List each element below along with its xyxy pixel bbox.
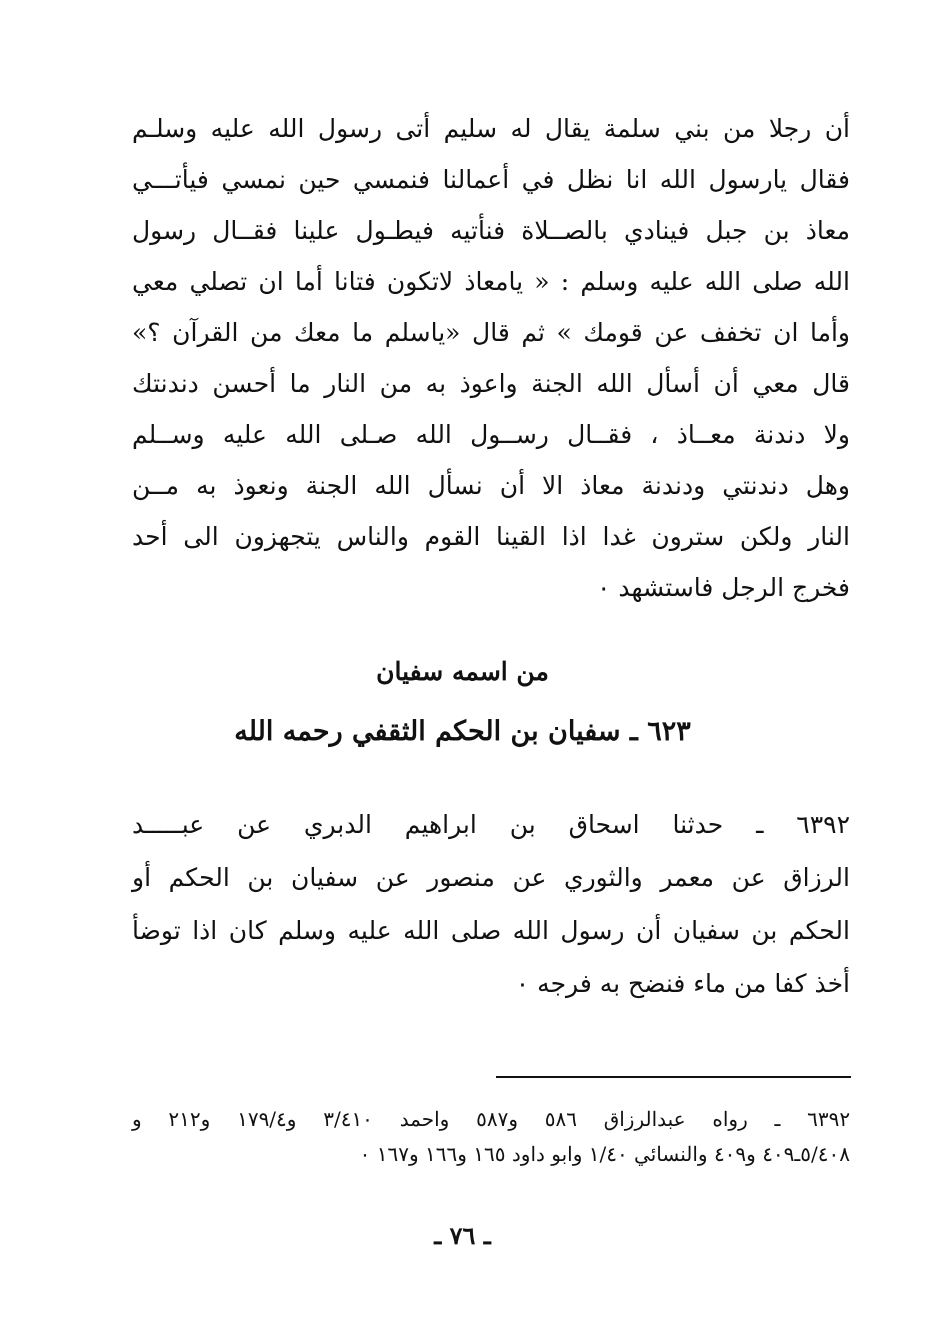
footnote-divider xyxy=(496,1076,851,1078)
page-number: ـ ٧٦ ـ xyxy=(434,1221,491,1250)
text-line: النار ولكن سترون غدا اذا القينا القوم والناس يتجهزون الى أحد xyxy=(132,522,850,551)
text-line: الحكم بن سفيان أن رسول الله صلى الله عليه وسلم كان اذا توضأ xyxy=(132,916,850,945)
section-heading: من اسمه سفيان xyxy=(376,657,549,686)
text-line: فخرج الرجل فاستشهد ٠ xyxy=(596,573,850,602)
footnote xyxy=(132,1102,850,1172)
text-line: ٦٣٩٢ ـ حدثنا اسحاق بن ابراهيم الدبري عن عبـــــد xyxy=(132,810,850,839)
text-line: وهل دندنتي ودندنة معاذ الا أن نسأل الله الجنة ونعوذ به مــن xyxy=(132,471,850,500)
footnote-line: ٥/٤٠٨ـ٤٠٩ و٤٠٩ والنسائي ١/٤٠ وابو داود ١٦٥ و١٦٦ و١٦٧ ٠ xyxy=(359,1142,850,1166)
hadith-paragraph-1 xyxy=(132,103,850,613)
text-line: الرزاق عن معمر والثوري عن منصور عن سفيان بن الحكم أو xyxy=(132,863,850,892)
text-line: الله صلى الله عليه وسلم : « يامعاذ لاتكون فتانا أما ان تصلي معي xyxy=(132,267,850,296)
chapter-heading: ٦٢٣ ـ سفيان بن الحكم الثقفي رحمه الله xyxy=(234,716,691,747)
text-line: فقال يارسول الله انا نظل في أعمالنا فنمسي حين نمسي فيأتـــي xyxy=(132,165,850,194)
hadith-paragraph-2 xyxy=(132,798,850,1010)
text-line: أن رجلا من بني سلمة يقال له سليم أتى رسول الله عليه وسلـم xyxy=(132,114,850,143)
text-line: أخذ كفا من ماء فنضح به فرجه ٠ xyxy=(515,969,850,998)
text-line: وأما ان تخفف عن قومك » ثم قال «ياسلم ما معك من القرآن ؟» xyxy=(132,318,850,347)
text-line: قال معي أن أسأل الله الجنة واعوذ به من النار ما أحسن دندنتك xyxy=(132,369,850,398)
text-line: معاذ بن جبل فينادي بالصــلاة فنأتيه فيطـول علينا فقــال رسول xyxy=(132,216,850,245)
footnote-line: ٦٣٩٢ ـ رواه عبدالرزاق ٥٨٦ و٥٨٧ واحمد ٣/٤١٠ و١٧٩/٤ و٢١٢ و xyxy=(132,1107,851,1131)
text-line: ولا دندنة معــاذ ، فقــال رســول الله صـلى الله عليه وســلم xyxy=(132,420,850,449)
